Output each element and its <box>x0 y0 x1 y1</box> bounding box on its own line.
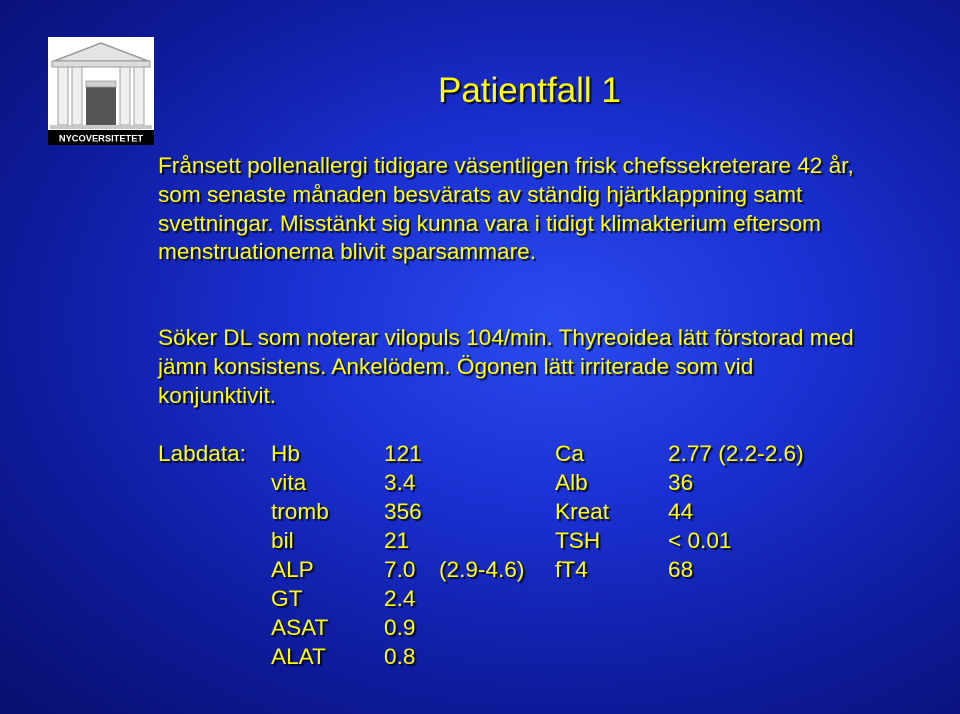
examination-paragraph: Söker DL som noterar vilopuls 104/min. Thyreoidea lätt förstorad med jämn konsistens. Ankelödem. Ögonen lätt irriterade som vid konjunktivit. <box>158 325 854 408</box>
lab-value: 0.9 <box>384 615 416 640</box>
lab-value-2: 36 <box>668 470 694 495</box>
lab-data-label: Labdata: <box>158 441 246 466</box>
lab-value: 21 <box>384 528 410 553</box>
lab-name: ALP <box>271 557 314 582</box>
lab-value: 356 <box>384 499 422 524</box>
logo-text: NYCOVERSITETET <box>58 133 144 144</box>
lab-name: bil <box>271 528 294 553</box>
lab-name-2: Kreat <box>555 499 610 524</box>
lab-name-2: Ca <box>555 441 584 466</box>
lab-name: vita <box>271 470 307 495</box>
lab-name-2: fT4 <box>555 557 588 582</box>
lab-value: 0.8 <box>384 644 416 669</box>
lab-value-2: 68 <box>668 557 694 582</box>
lab-name-2: TSH <box>555 528 601 553</box>
lab-reference-range: (2.9-4.6) <box>439 557 525 582</box>
temple-building-icon <box>48 37 154 145</box>
lab-name: ALAT <box>271 644 326 669</box>
lab-value-2: 2.77 (2.2-2.6) <box>668 441 804 466</box>
lab-name: tromb <box>271 499 329 524</box>
case-history-paragraph: Frånsett pollenallergi tidigare väsentligen frisk chefssekreterare 42 år, som senaste månaden besvärats av ständig hjärtklappning samt svettningar. Misstänkt sig kunna vara i tidigt klimakterium eftersom menstruationerna blivit sparsammare. <box>158 153 854 265</box>
university-logo <box>48 37 154 145</box>
lab-data-table <box>0 440 960 680</box>
lab-name: ASAT <box>271 615 329 640</box>
lab-name-2: Alb <box>555 470 588 495</box>
lab-value: 2.4 <box>384 586 416 611</box>
lab-value-2: < 0.01 <box>668 528 732 553</box>
lab-name: GT <box>271 586 303 611</box>
lab-value-2: 44 <box>668 499 694 524</box>
lab-value: 3.4 <box>384 470 416 495</box>
lab-value: 121 <box>384 441 422 466</box>
lab-name: Hb <box>271 441 300 466</box>
lab-value: 7.0 <box>384 557 416 582</box>
slide-title: Patientfall 1 <box>438 71 621 110</box>
